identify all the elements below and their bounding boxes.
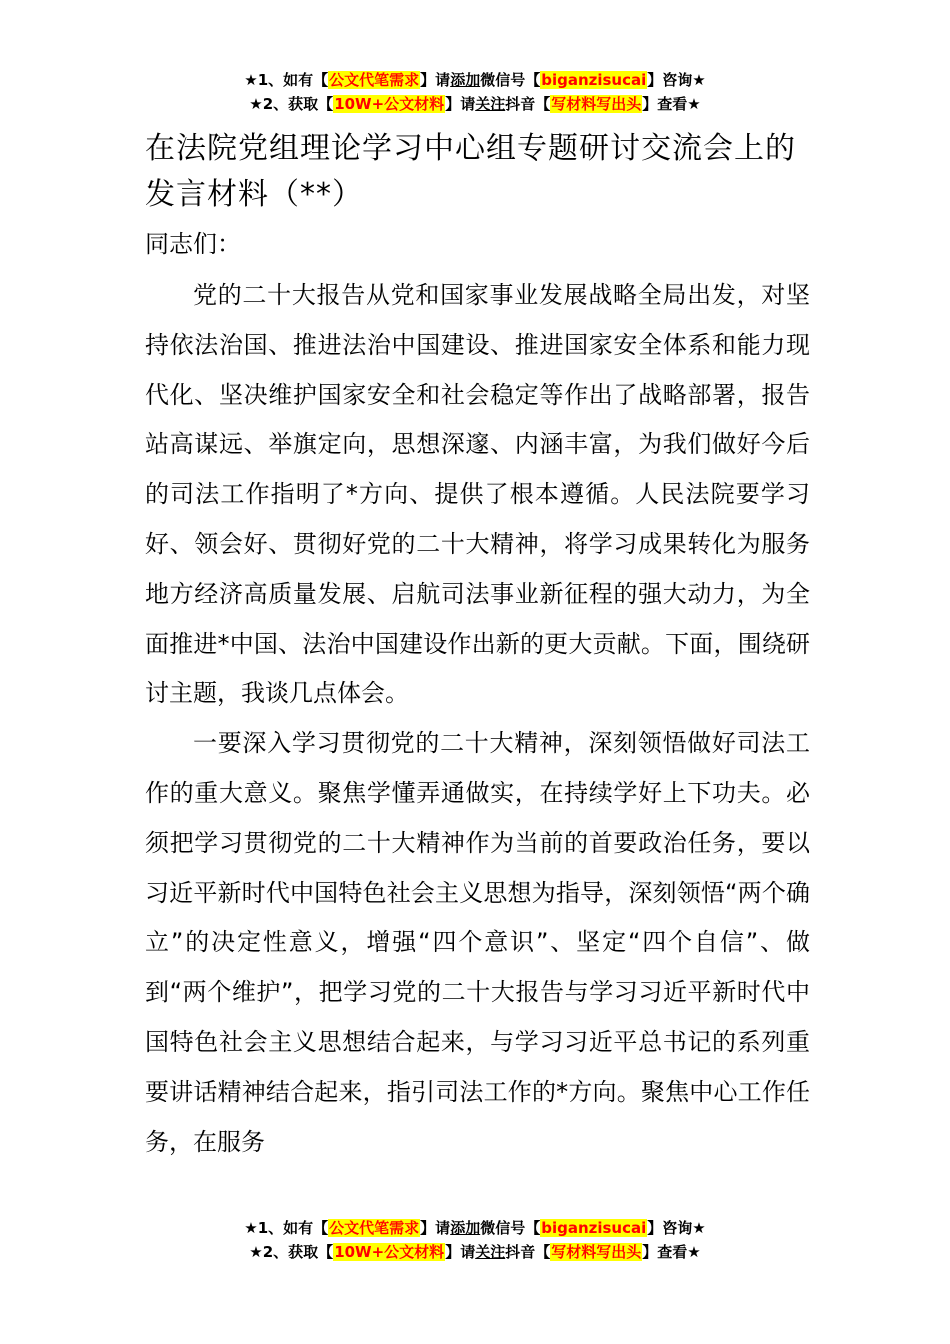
header-banner [0, 68, 950, 116]
banner-text: 】请 [420, 1219, 451, 1237]
banner-text: 】咨询★ [647, 71, 706, 89]
banner-highlight-materials: 10W+公文材料 [334, 1243, 445, 1261]
banner-highlight-materials: 10W+公文材料 [334, 95, 445, 113]
banner-line-2 [0, 92, 950, 116]
footer-banner [0, 1216, 950, 1264]
document-title: 在法院党组理论学习中心组专题研讨交流会上的发言材料（**） [145, 131, 796, 212]
paragraph-intro: 党的二十大报告从党和国家事业发展战略全局出发，对坚持依法治国、推进法治中国建设、推进国家安全体系和能力现代化、坚决维护国家安全和社会稳定等作出了战略部署，报告站高谋远、举旗定向，思想深邃、内涵丰富，为我们做好今后的司法工作指明了*方向、提供了根本遵循。人民法院要学习好、领会好、贯彻好党的二十大精神，将学习成果转化为服务地方经济高质量发展、启航司法事业新征程的强大动力，为全面推进*中国、法治中国建设作出新的更大贡献。下面，围绕研讨主题，我谈几点体会。 [145, 281, 810, 708]
banner-text: 微信号【 [480, 71, 541, 89]
banner-line-1 [0, 68, 950, 92]
banner-underlined-text: 添加 [450, 1219, 481, 1237]
banner-text: 】请 [445, 95, 476, 113]
salutation: 同志们： [145, 230, 241, 258]
banner-text: 】咨询★ [647, 1219, 706, 1237]
banner-text: 】请 [420, 71, 451, 89]
banner-text: 抖音【 [505, 1243, 551, 1261]
banner-highlight-douyin-account: 写材料写出头 [551, 1243, 642, 1261]
banner-text: ★2、获取【 [249, 1243, 334, 1261]
banner-text: ★1、如有【 [244, 1219, 329, 1237]
banner-text: 抖音【 [505, 95, 551, 113]
banner-line-1 [0, 1216, 950, 1240]
banner-highlight-wechat-id: biganzisucai [541, 1219, 647, 1237]
banner-underlined-text: 关注 [475, 95, 506, 113]
banner-underlined-text: 关注 [475, 1243, 506, 1261]
banner-underlined-text: 添加 [450, 71, 481, 89]
document-body [145, 271, 810, 1167]
banner-highlight-service: 公文代笔需求 [329, 1219, 420, 1237]
banner-text: 】查看★ [642, 95, 701, 113]
banner-text: 】请 [445, 1243, 476, 1261]
banner-line-2 [0, 1240, 950, 1264]
banner-text: ★1、如有【 [244, 71, 329, 89]
banner-text: 】查看★ [642, 1243, 701, 1261]
banner-highlight-douyin-account: 写材料写出头 [551, 95, 642, 113]
banner-highlight-service: 公文代笔需求 [329, 71, 420, 89]
banner-highlight-wechat-id: biganzisucai [541, 71, 647, 89]
banner-text: 微信号【 [480, 1219, 541, 1237]
paragraph-point-one: 一要深入学习贯彻党的二十大精神，深刻领悟做好司法工作的重大意义。聚焦学懂弄通做实，在持续学好上下功夫。必须把学习贯彻党的二十大精神作为当前的首要政治任务，要以习近平新时代中国特色社会主义思想为指导，深刻领悟“两个确立”的决定性意义，增强“四个意识”、坚定“四个自信”、做到“两个维护”，把学习党的二十大报告与学习习近平新时代中国特色社会主义思想结合起来，与学习习近平总书记的系列重要讲话精神结合起来，指引司法工作的*方向。聚焦中心工作任务，在服务 [145, 729, 810, 1156]
banner-text: ★2、获取【 [249, 95, 334, 113]
